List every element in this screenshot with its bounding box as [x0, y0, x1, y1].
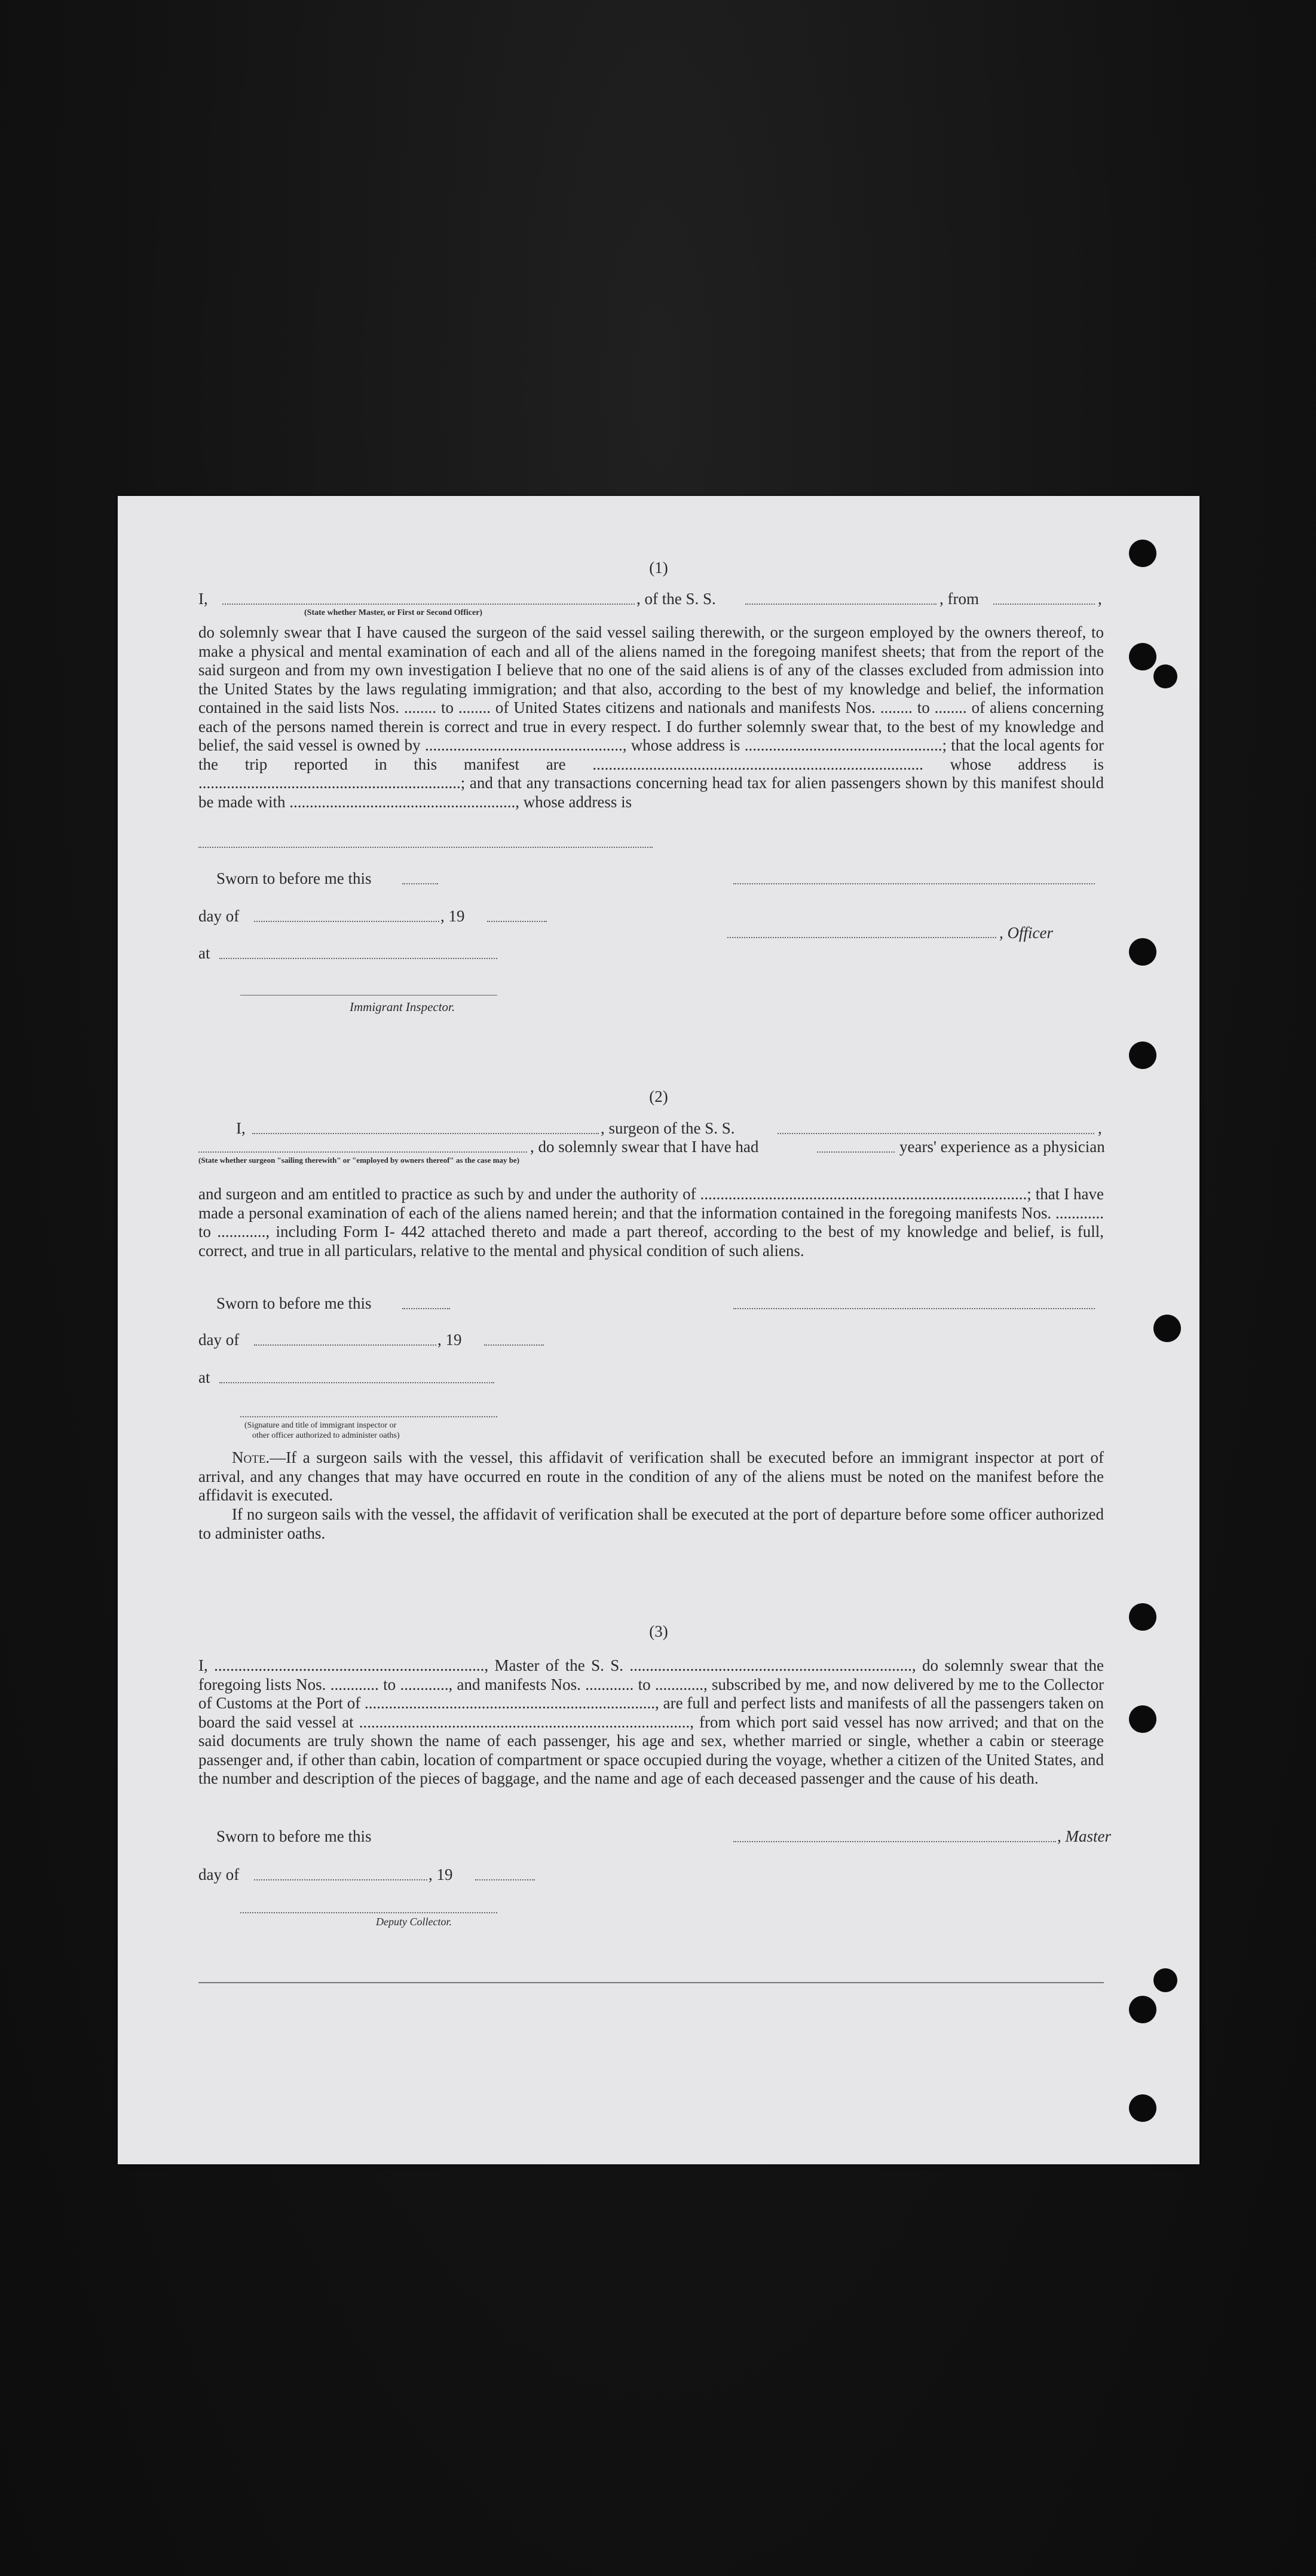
note-label: Note. — [232, 1448, 270, 1466]
section-2-day-of-blank — [254, 1344, 436, 1346]
years-experience-blank — [817, 1151, 895, 1153]
line-end-comma: , — [1098, 590, 1102, 608]
surgeon-vessel-blank — [778, 1133, 1094, 1134]
master-sig-blank — [733, 1841, 1056, 1842]
sworn-day-blank — [402, 883, 438, 884]
officer-label: , Officer — [999, 924, 1053, 942]
section-1-day-of: day of — [198, 907, 240, 925]
section-3-day-of-blank — [254, 1879, 427, 1880]
surgeon-status-blank — [198, 1151, 527, 1153]
bottom-rule — [198, 1982, 1104, 1983]
section-3-number: (3) — [649, 1622, 668, 1640]
section-3-year: , 19 — [429, 1866, 453, 1883]
vessel-name-blank — [745, 604, 936, 605]
section-2-caption: (State whether surgeon "sailing therewith" or "employed by owners thereof" as the case may be) — [198, 1156, 520, 1165]
section-1-body: do solemnly swear that I have caused the surgeon of the said vessel sailing therewith, or the surgeon employed by the owners thereof, to make a physical and mental examination of each and all of the aliens named in the foregoing manifest sheets; that from the report of the said surgeon and from my own investigation I believe that no one of the said aliens is of any of the classes excluded from admission into the United States by the laws regulating immigration; and that also, according to the best of my knowledge and belief, the information contained in the said lists Nos. ........ to ........ of United States citizens and nationals and manifests Nos. ........ to ........ of aliens concerning each of the persons named therein is correct and true in every respect. I do further solemnly swear that, to the best of my knowledge and belief, the said vessel is owned by ................................................., whose address is .................................................; that the local agents for the trip reported in this manifest are .................................................................................. whose address is .................................................................; and that any transactions concerning head tax for alien passengers shown by this manifest should be made with ........................................................, whose address is — [198, 623, 1104, 811]
manifest-affidavit-page — [118, 496, 1199, 2164]
surgeon-sig-blank — [733, 1308, 1095, 1309]
master-label: , Master — [1057, 1827, 1111, 1845]
surgeon-name-blank — [252, 1133, 599, 1134]
section-3-body: I, ..................................................................., Master of the S. S. ......................................................................, do solemnly swear that the foregoing lists Nos. ............ to ............, and manifests Nos. ............ to ............, subscribed by me, and now delivered by me to the Collector of Customs at the Port of ........................................................................, are full and perfect lists and manifests of all the passengers taken on board the said vessel at .................................................................................., from which port said vessel has now arrived; and that on the said documents are truly shown the name of each passenger, his age and sex, whether married or single, whether a cabin or steerage passenger and, if other than cabin, location of compartment or space occupied during the voyage, whether a citizen of the United States, and the number and description of the pieces of baggage, and the name and age of each deceased passenger and the cause of his death. — [198, 1656, 1104, 1787]
year-blank — [487, 921, 547, 922]
of-ss-label: , of the S. S. — [636, 590, 716, 608]
punch-hole — [1129, 938, 1156, 966]
section-2-at: at — [198, 1368, 210, 1386]
section-1-sworn: Sworn to before me this — [216, 869, 372, 887]
day-of-blank — [254, 921, 439, 922]
section-2-sworn-day-blank — [402, 1308, 450, 1309]
note-paragraph — [198, 1448, 1104, 1505]
surgeon-of-ss-label: , surgeon of the S. S. — [601, 1119, 735, 1137]
section-2-line-end: , — [1098, 1119, 1102, 1137]
sig-caption-2: other officer authorized to administer oaths) — [252, 1431, 400, 1440]
address-continuation-blank — [198, 847, 653, 848]
master-name-blank — [222, 604, 635, 605]
section-2-number: (2) — [649, 1088, 668, 1105]
section-2-i: I, — [236, 1119, 246, 1137]
section-2-day-of: day of — [198, 1331, 240, 1349]
section-2-at-blank — [219, 1382, 494, 1383]
inspector-sig-line — [240, 995, 497, 996]
immigrant-inspector-label: Immigrant Inspector. — [350, 1000, 455, 1014]
punch-hole — [1129, 1042, 1156, 1069]
section-2-sworn: Sworn to before me this — [216, 1294, 372, 1312]
section-1-caption: (State whether Master, or First or Second Officer) — [304, 608, 483, 617]
section-2-year: , 19 — [437, 1331, 462, 1349]
section-2-body: and surgeon and am entitled to practice as such by and under the authority of .................................................................................; that I have made a personal examination of each of the aliens named herein; and that the information contained in the foregoing manifests Nos. ............ to ............, including Form I- 442 attached thereto and made a part thereof, according to the best of my knowledge and belief, is full, correct, and true in all particulars, relative to the mental and physical condition of such aliens. — [198, 1185, 1104, 1260]
section-3-sworn: Sworn to before me this — [216, 1827, 372, 1845]
section-3-day-of: day of — [198, 1866, 240, 1883]
section-3-year-blank — [475, 1879, 535, 1880]
note-text: —If a surgeon sails with the vessel, this affidavit of verification shall be executed before an immigrant inspector at port of arrival, and any changes that may have occurred en route in the condition of any of the aliens must be noted on the manifest before the affidavit is executed. — [198, 1448, 1104, 1504]
section-1-i: I, — [198, 590, 208, 608]
from-port-blank — [993, 604, 1095, 605]
collector-sig-line — [240, 1912, 497, 1913]
punch-hole — [1129, 643, 1156, 670]
section-1-number: (1) — [649, 559, 668, 577]
section-2-sig-line — [240, 1416, 497, 1417]
note-2-paragraph: If no surgeon sails with the vessel, the affidavit of verification shall be executed at the port of departure before some officer authorized to administer oaths. — [198, 1505, 1104, 1542]
years-experience-label: years' experience as a physician — [899, 1138, 1105, 1156]
punch-hole — [1129, 1705, 1156, 1733]
punch-hole — [1153, 1968, 1177, 1992]
officer-sig-blank-1 — [733, 883, 1095, 884]
from-label: , from — [939, 590, 979, 608]
at-place-blank — [219, 958, 497, 959]
sig-caption-1: (Signature and title of immigrant inspector or — [244, 1421, 397, 1430]
deputy-collector-label: Deputy Collector. — [376, 1916, 452, 1928]
section-1-year: , 19 — [440, 907, 465, 925]
section-2-year-blank — [484, 1344, 544, 1346]
surgeon-swear-text: , do solemnly swear that I have had — [530, 1138, 759, 1156]
punch-hole — [1153, 1315, 1181, 1342]
punch-hole — [1153, 664, 1177, 688]
section-1-at: at — [198, 944, 210, 962]
punch-hole — [1129, 2094, 1156, 2122]
officer-sig-blank-2 — [727, 937, 996, 938]
punch-hole — [1129, 1996, 1156, 2023]
